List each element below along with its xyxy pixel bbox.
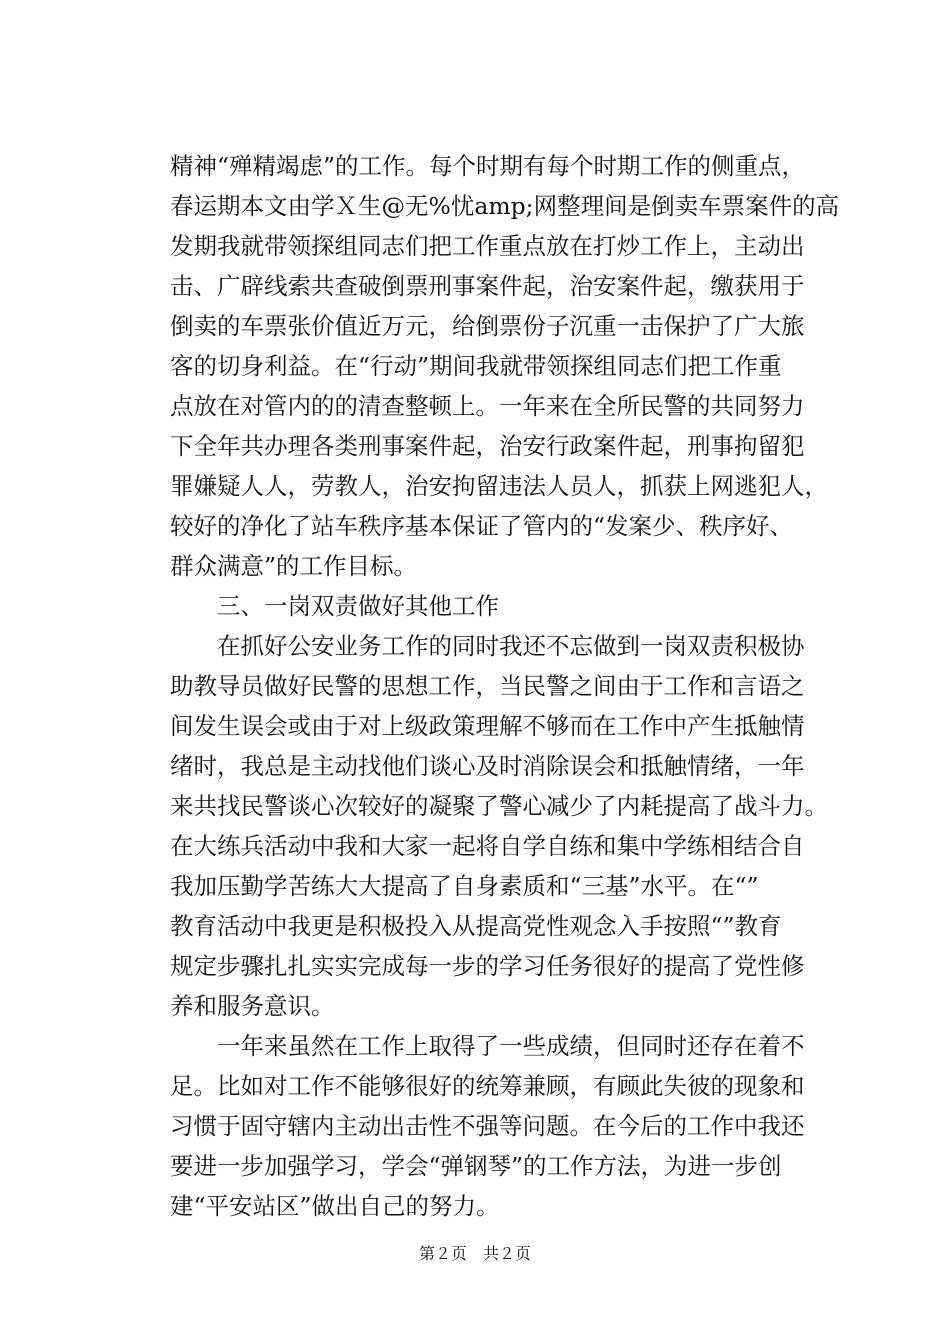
text-line: 击、广辟线索共查破倒票刑事案件起，治安案件起，缴获用于 — [170, 272, 805, 300]
text-line: 我加压勤学苦练大大提高了自身素质和“三基”水平。在“” — [170, 872, 759, 900]
text-line: 来共找民警谈心次较好的凝聚了警心减少了内耗提高了战斗力。 — [170, 792, 828, 820]
text-line: 下全年共办理各类刑事案件起，治安行政案件起，刑事拘留犯 — [170, 432, 805, 460]
section-heading: 三、一岗双责做好其他工作 — [170, 592, 499, 620]
document-body — [170, 146, 870, 1226]
text-line: 一年来虽然在工作上取得了一些成绩，但同时还存在着不 — [170, 1032, 805, 1060]
text-line: 规定步骤扎扎实实完成每一步的学习任务很好的提高了党性修 — [170, 952, 805, 980]
text-line: 群众满意”的工作目标。 — [170, 552, 418, 580]
text-line: 在大练兵活动中我和大家一起将自学自练和集中学练相结合自 — [170, 832, 805, 860]
page-number-footer: 第２页 共２页 — [418, 1244, 531, 1263]
text-line: 较好的净化了站车秩序基本保证了管内的“发案少、秩序好、 — [170, 512, 794, 540]
text-line: 建“平安站区”做出自己的努力。 — [170, 1192, 500, 1220]
text-line: 间发生误会或由于对上级政策理解不够而在工作中产生抵触情 — [170, 712, 805, 740]
text-line: 习惯于固守辖内主动出击性不强等问题。在今后的工作中我还 — [170, 1112, 805, 1140]
text-line: 教育活动中我更是积极投入从提高党性观念入手按照“”教育 — [170, 912, 782, 940]
text-line: 春运期本文由学Ｘ生@无%忧amp;网整理间是倒卖车票案件的高 — [170, 192, 840, 220]
text-line: 发期我就带领探组同志们把工作重点放在打炒工作上，主动出 — [170, 232, 805, 260]
text-line: 客的切身利益。在“行动”期间我就带领探组同志们把工作重 — [170, 352, 782, 380]
text-line: 精神“殚精竭虑”的工作。每个时期有每个时期工作的侧重点， — [170, 152, 806, 180]
text-line: 倒卖的车票张价值近万元，给倒票份子沉重一击保护了广大旅 — [170, 312, 805, 340]
text-line: 足。比如对工作不能够很好的统筹兼顾，有顾此失彼的现象和 — [170, 1072, 805, 1100]
text-line: 绪时，我总是主动找他们谈心及时消除误会和抵触情绪，一年 — [170, 752, 805, 780]
text-line: 要进一步加强学习，学会“弹钢琴”的工作方法，为进一步创 — [170, 1152, 782, 1180]
text-line: 罪嫌疑人人，劳教人，治安拘留违法人员人，抓获上网逃犯人， — [170, 472, 828, 500]
text-line: 点放在对管内的的清查整顿上。一年来在全所民警的共同努力 — [170, 392, 805, 420]
text-line: 养和服务意识。 — [170, 992, 335, 1020]
text-line: 助教导员做好民警的思想工作，当民警之间由于工作和言语之 — [170, 672, 805, 700]
text-line: 在抓好公安业务工作的同时我还不忘做到一岗双责积极协 — [170, 632, 805, 660]
